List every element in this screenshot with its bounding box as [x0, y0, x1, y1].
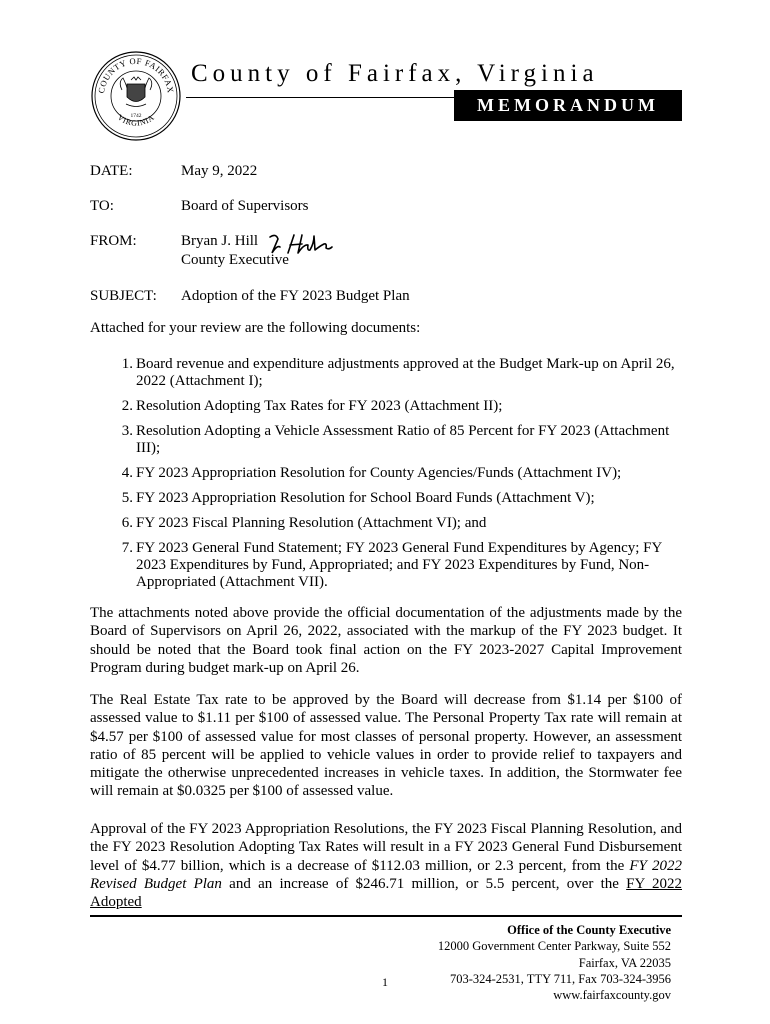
paragraph-text: and an increase of $246.71 million, or 5.5 percent, over the	[221, 875, 627, 892]
subject-value: Adoption of the FY 2023 Budget Plan	[181, 288, 410, 304]
list-item-number: 4.	[121, 465, 133, 481]
seal-year: 1742	[130, 113, 142, 119]
list-item-number: 1.	[121, 356, 133, 372]
list-item-text: Board revenue and expenditure adjustments approved at the Budget Mark-up on April 26, 2022 (Attachment I);	[136, 356, 675, 389]
list-item-number: 6.	[121, 515, 133, 531]
county-seal	[90, 50, 182, 142]
seal-top-text: COUNTY OF FAIRFAX	[96, 55, 176, 94]
attachment-list	[90, 356, 682, 599]
to-value: Board of Supervisors	[181, 198, 309, 214]
list-item-text: FY 2023 General Fund Statement; FY 2023 General Fund Expenditures by Agency; FY 2023 Expenditures by Fund, Appropriated; and FY 2023 Expenditures by Fund, Non-Appropriated (Attachment VII).	[136, 540, 662, 590]
list-item	[90, 398, 682, 415]
list-item	[90, 465, 682, 482]
paragraph-attachments: The attachments noted above provide the official documentation of the adjustments made by the Board of Supervisors on April 26, 2022, associated with the markup of the FY 2023 budget. It should be noted that the Board took final action on the FY 2023-2027 Capital Improvement Program during budget mark-up on April 26.	[90, 605, 682, 676]
attachments-intro: Attached for your review are the following documents:	[90, 320, 421, 336]
list-item-text: FY 2023 Appropriation Resolution for School Board Funds (Attachment V);	[136, 490, 595, 506]
list-item-text: FY 2023 Appropriation Resolution for County Agencies/Funds (Attachment IV);	[136, 465, 622, 481]
memorandum-label: MEMORANDUM	[477, 95, 659, 115]
paragraph-appropriation	[90, 820, 682, 911]
footer-rule	[90, 915, 682, 917]
list-item-text: FY 2023 Fiscal Planning Resolution (Attachment VI); and	[136, 515, 487, 531]
list-item-text: Resolution Adopting a Vehicle Assessment Ratio of 85 Percent for FY 2023 (Attachment III);	[136, 423, 670, 456]
memorandum-banner	[454, 90, 682, 121]
footer-contact	[438, 922, 671, 1003]
paragraph-text: Approval of the FY 2023 Appropriation Resolutions, the FY 2023 Fiscal Planning Resolution, and the FY 2023 Resolution Adopting Tax Rates will result in a FY 2023 General Fund Disbursement level of $4.77 billion, which is a decrease of $112.03 million, or 2.3 percent, from the	[90, 821, 682, 874]
list-item	[90, 515, 682, 532]
list-item	[90, 490, 682, 507]
from-name: Bryan J. Hill	[181, 233, 259, 249]
date-label: DATE:	[90, 163, 133, 179]
footer-address-line-2: Fairfax, VA 22035	[578, 955, 671, 970]
list-item	[90, 540, 682, 591]
paragraph-tax-rates: The Real Estate Tax rate to be approved by the Board will decrease from $1.14 per $100 of assessed value to $1.11 per $100 of assessed value. The Personal Property Tax rate will remain at $4.57 per $100 of assessed value for most classes of personal property. However, an assessment ratio of 85 percent will be applied to vehicle values in order to provide relief to taxpayers and mitigate the otherwise unprecedented increases in vehicle taxes. In addition, the Stormwater fee will remain at $0.0325 per $100 of assessed value.	[90, 692, 682, 800]
list-item-text: Resolution Adopting Tax Rates for FY 2023 (Attachment II);	[136, 398, 503, 414]
list-item-number: 5.	[121, 490, 133, 506]
list-item	[90, 356, 682, 390]
page-number: 1	[382, 975, 388, 989]
list-item-number: 2.	[121, 398, 133, 414]
footer-website: www.fairfaxcounty.gov	[553, 988, 671, 1003]
date-value: May 9, 2022	[181, 163, 258, 179]
coat-of-arms-icon	[120, 77, 152, 107]
signature-icon	[268, 231, 334, 257]
footer-address-line-1: 12000 Government Center Parkway, Suite 552	[437, 939, 671, 954]
list-item	[90, 423, 682, 457]
list-item-number: 7.	[121, 540, 133, 556]
subject-label: SUBJECT:	[90, 288, 157, 304]
footer-office: Office of the County Executive	[507, 923, 671, 937]
from-title: County Executive	[181, 252, 289, 268]
footer-phone: 703-324-2531, TTY 711, Fax 703-324-3956	[449, 971, 671, 986]
to-label: TO:	[90, 198, 114, 214]
seal-bottom-text: VIRGINIA	[115, 112, 157, 128]
from-label: FROM:	[90, 233, 137, 249]
adopted-budget-reference: FY 2022 Adopted	[90, 875, 682, 911]
list-item-number: 3.	[121, 423, 133, 439]
county-title: County of Fairfax, Virginia	[191, 60, 599, 87]
budget-plan-title: FY 2022 Revised Budget Plan	[90, 857, 682, 892]
